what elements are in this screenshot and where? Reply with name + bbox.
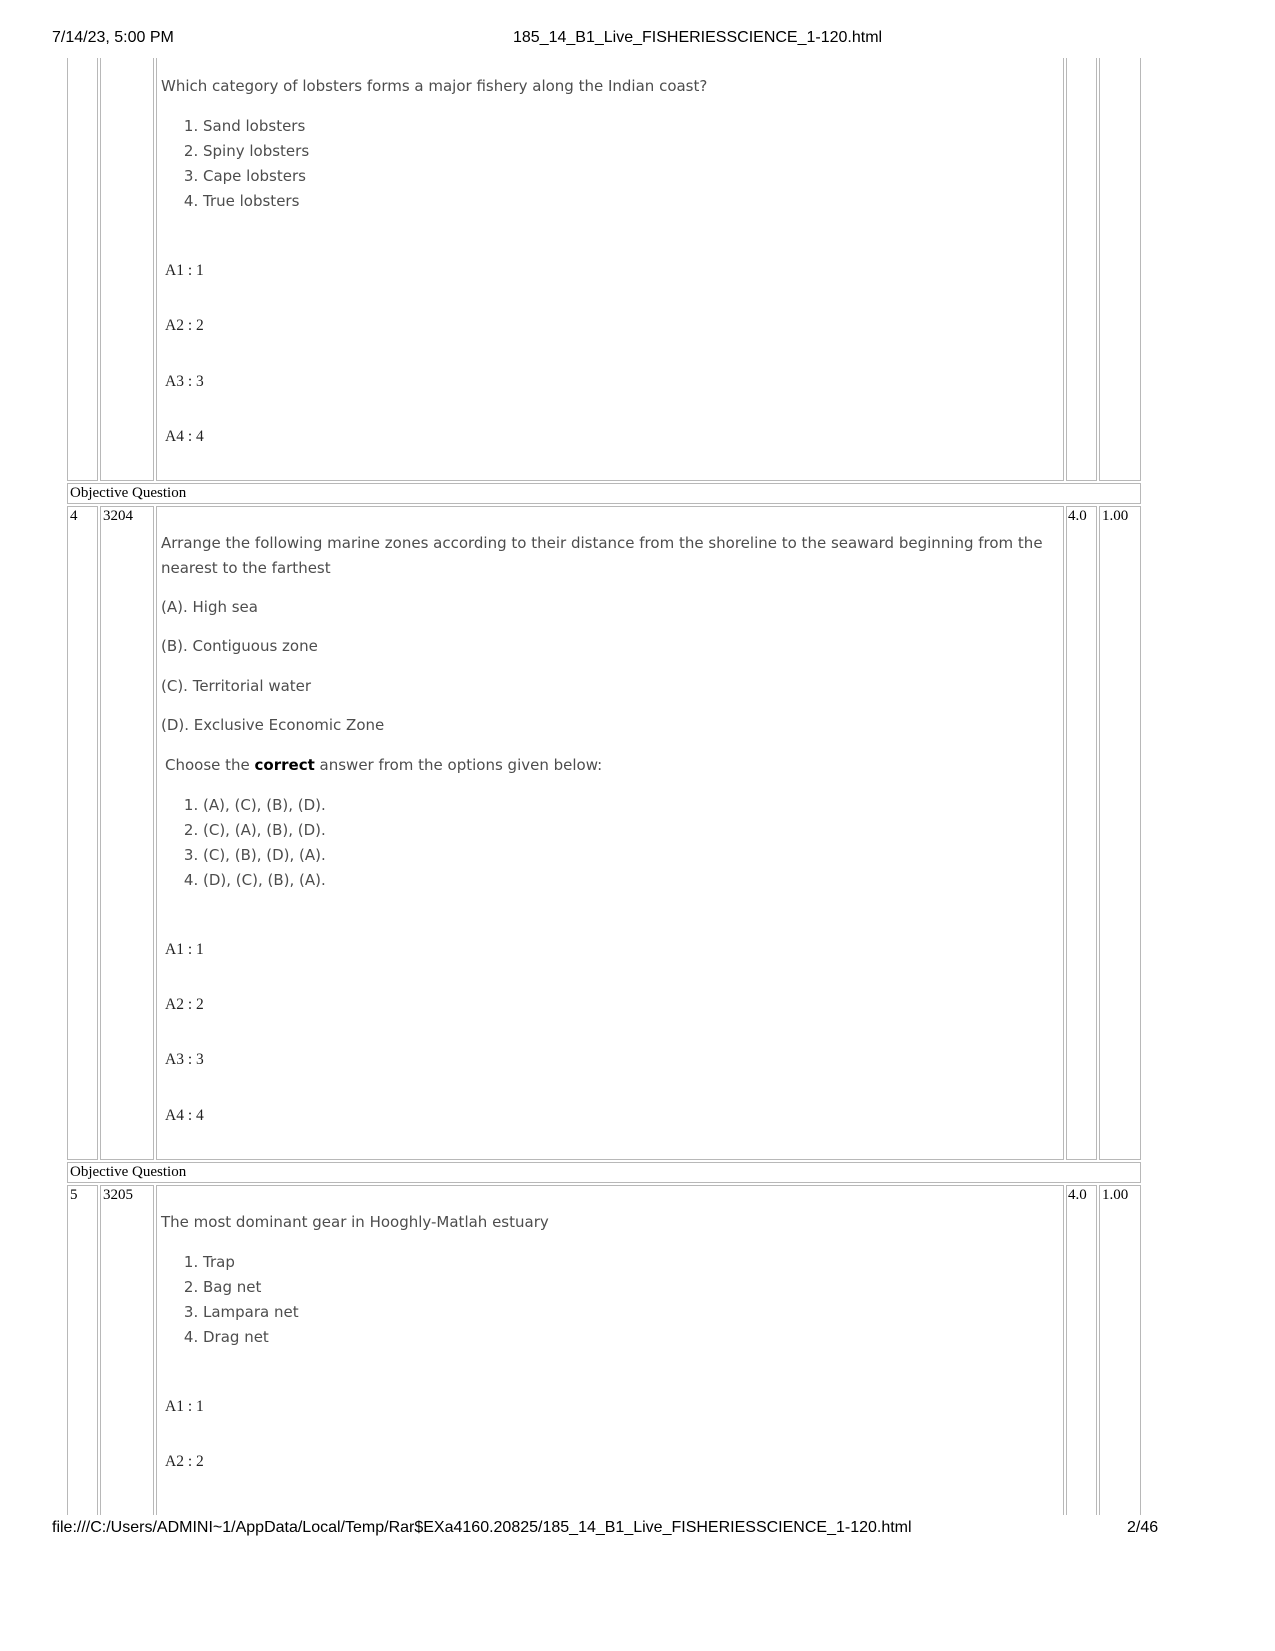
- sno-cell: [67, 1185, 98, 1515]
- option-list: [161, 114, 1061, 214]
- option-item: 3. (C), (B), (D), (A).: [203, 843, 1061, 868]
- answer-key: A3 : 3: [165, 1051, 204, 1068]
- instruction-text: Choose the correct answer from the options given below:: [165, 756, 603, 774]
- option-list: [161, 1250, 1061, 1350]
- answer-key: A4 : 4: [165, 428, 204, 445]
- qid-cell: [100, 1185, 154, 1515]
- statement-item: (C). Territorial water: [161, 677, 312, 695]
- marks-value: 4.0: [1068, 508, 1087, 524]
- serial-number: 5: [70, 1187, 78, 1203]
- negative-marks-cell: [1099, 1185, 1141, 1515]
- negative-marks-value: 1.00: [1102, 1187, 1129, 1203]
- answer-key: A4 : 4: [165, 1107, 204, 1124]
- negative-marks-value: 1.00: [1102, 508, 1129, 524]
- statement-item: (D). Exclusive Economic Zone: [161, 716, 385, 734]
- answer-key: A2 : 2: [165, 996, 204, 1013]
- section-bar: [67, 483, 1141, 504]
- sno-cell: [67, 58, 98, 481]
- answer-key: A2 : 2: [165, 1453, 204, 1470]
- option-item: 1. Sand lobsters: [203, 114, 1061, 139]
- option-item: 4. (D), (C), (B), (A).: [203, 868, 1061, 893]
- statement-item: (A). High sea: [161, 598, 258, 616]
- qid-cell: [100, 506, 154, 1160]
- section-title: Objective Question: [70, 1164, 187, 1180]
- marks-cell: [1066, 58, 1097, 481]
- option-item: 4. Drag net: [203, 1325, 1061, 1350]
- page-number: 2/46: [1127, 1519, 1159, 1536]
- negative-marks-cell: [1099, 506, 1141, 1160]
- question-text: Which category of lobsters forms a major fishery along the Indian coast?: [161, 77, 708, 95]
- marks-cell: [1066, 506, 1097, 1160]
- option-item: 2. Bag net: [203, 1275, 1061, 1300]
- print-title: 185_14_B1_Live_FISHERIESSCIENCE_1-120.html: [513, 29, 883, 46]
- negative-marks-cell: [1099, 58, 1141, 481]
- print-file-path: file:///C:/Users/ADMINI~1/AppData/Local/Temp/Rar$EXa4160.20825/185_14_B1_Live_FISHERIESSCIENCE_1-120.html: [52, 1519, 912, 1536]
- statement-item: (B). Contiguous zone: [161, 637, 318, 655]
- answer-key: A3 : 3: [165, 373, 204, 390]
- option-item: 3. Lampara net: [203, 1300, 1061, 1325]
- option-item: 4. True lobsters: [203, 189, 1061, 214]
- section-title: Objective Question: [70, 485, 187, 501]
- marks-value: 4.0: [1068, 1187, 1087, 1203]
- answer-key: A1 : 1: [165, 262, 204, 279]
- sno-cell: [67, 506, 98, 1160]
- question-text: The most dominant gear in Hooghly-Matlah estuary: [161, 1213, 549, 1231]
- option-list: [161, 793, 1061, 893]
- question-id: 3204: [103, 508, 133, 524]
- question-text: Arrange the following marine zones according to their distance from the shoreline to the seaward beginning from the nearest to the farthest: [161, 534, 1043, 577]
- option-item: 2. Spiny lobsters: [203, 139, 1061, 164]
- marks-cell: [1066, 1185, 1097, 1515]
- serial-number: 4: [70, 508, 78, 524]
- qid-cell: [100, 58, 154, 481]
- option-item: 1. (A), (C), (B), (D).: [203, 793, 1061, 818]
- option-item: 3. Cape lobsters: [203, 164, 1061, 189]
- answer-key: A1 : 1: [165, 1398, 204, 1415]
- option-item: 2. (C), (A), (B), (D).: [203, 818, 1061, 843]
- section-bar: [67, 1162, 1141, 1183]
- answer-key: A2 : 2: [165, 317, 204, 334]
- print-datetime: 7/14/23, 5:00 PM: [52, 29, 174, 46]
- question-id: 3205: [103, 1187, 133, 1203]
- answer-key: A1 : 1: [165, 941, 204, 958]
- option-item: 1. Trap: [203, 1250, 1061, 1275]
